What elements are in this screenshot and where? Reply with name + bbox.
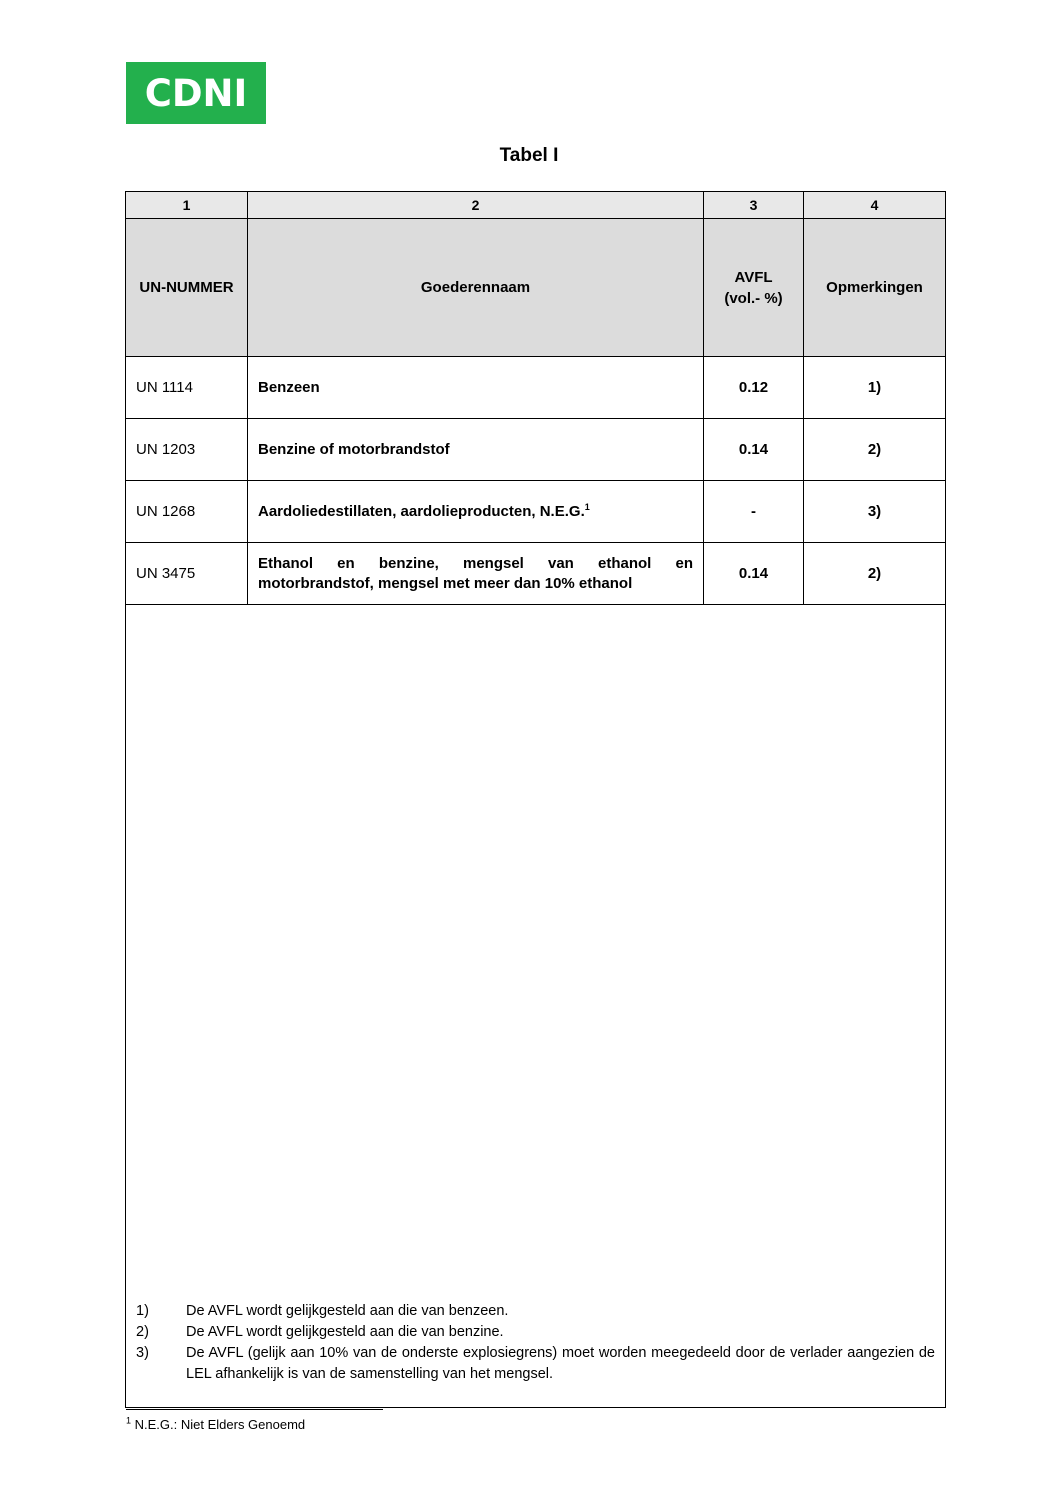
notes-row (126, 605, 946, 1408)
note-item (136, 1301, 935, 1322)
footnote-reference: 1 (584, 502, 590, 512)
header-avfl-line2: (vol.- %) (724, 289, 783, 307)
avfl-cell: 0.14 (704, 419, 804, 481)
header-goods-name: Goederennaam (248, 219, 704, 357)
remark-cell: 2) (804, 419, 946, 481)
column-number: 1 (126, 192, 248, 219)
footnote (126, 1417, 305, 1432)
un-number-cell: UN 1203 (126, 419, 248, 481)
note-item (136, 1322, 935, 1343)
note-number: 1) (136, 1303, 149, 1319)
remark-cell: 2) (804, 543, 946, 605)
column-number-row (126, 192, 946, 219)
page-title: Tabel I (499, 145, 559, 166)
column-number: 3 (704, 192, 804, 219)
header-avfl (704, 219, 804, 357)
logo-text: CDNI (144, 71, 248, 115)
note-text: De AVFL (gelijk aan 10% van de onderste explosiegrens) moet worden meegedeeld door de verlader aangezien de LEL afhankelijk is van de samenstelling van het mengsel. (186, 1345, 935, 1382)
footnote-separator (126, 1409, 383, 1410)
note-item (136, 1343, 935, 1385)
footnote-mark: 1 (126, 1415, 132, 1426)
avfl-cell: 0.14 (704, 543, 804, 605)
table-row (126, 481, 946, 543)
note-number: 3) (136, 1345, 149, 1361)
avfl-cell: - (704, 481, 804, 543)
header-un-number: UN-NUMMER (126, 219, 248, 357)
cdni-logo (126, 62, 266, 124)
goods-name-cell (248, 481, 704, 543)
table-row (126, 419, 946, 481)
header-avfl-line1: AVFL (734, 268, 773, 286)
column-number: 2 (248, 192, 704, 219)
goods-name-cell: Benzeen (248, 357, 704, 419)
goods-name-text: Aardoliedestillaten, aardolieproducten, N.E.G. (258, 503, 585, 520)
note-text: De AVFL wordt gelijkgesteld aan die van benzine. (186, 1324, 504, 1340)
note-text: De AVFL wordt gelijkgesteld aan die van benzeen. (186, 1303, 509, 1319)
column-number: 4 (804, 192, 946, 219)
header-remarks: Opmerkingen (804, 219, 946, 357)
header-row (126, 219, 946, 357)
un-number-cell: UN 1268 (126, 481, 248, 543)
goods-name-cell: Ethanol en benzine, mengsel van ethanol en motorbrandstof, mengsel met meer dan 10% ethanol (248, 543, 704, 605)
remark-cell: 3) (804, 481, 946, 543)
notes-list (136, 1301, 935, 1385)
goods-name-cell: Benzine of motorbrandstof (248, 419, 704, 481)
table-row (126, 543, 946, 605)
notes-cell (126, 605, 946, 1408)
un-number-cell: UN 1114 (126, 357, 248, 419)
goods-table (125, 191, 946, 1408)
avfl-cell: 0.12 (704, 357, 804, 419)
footnote-text: N.E.G.: Niet Elders Genoemd (134, 1417, 306, 1432)
table-row (126, 357, 946, 419)
note-number: 2) (136, 1324, 149, 1340)
un-number-cell: UN 3475 (126, 543, 248, 605)
remark-cell: 1) (804, 357, 946, 419)
